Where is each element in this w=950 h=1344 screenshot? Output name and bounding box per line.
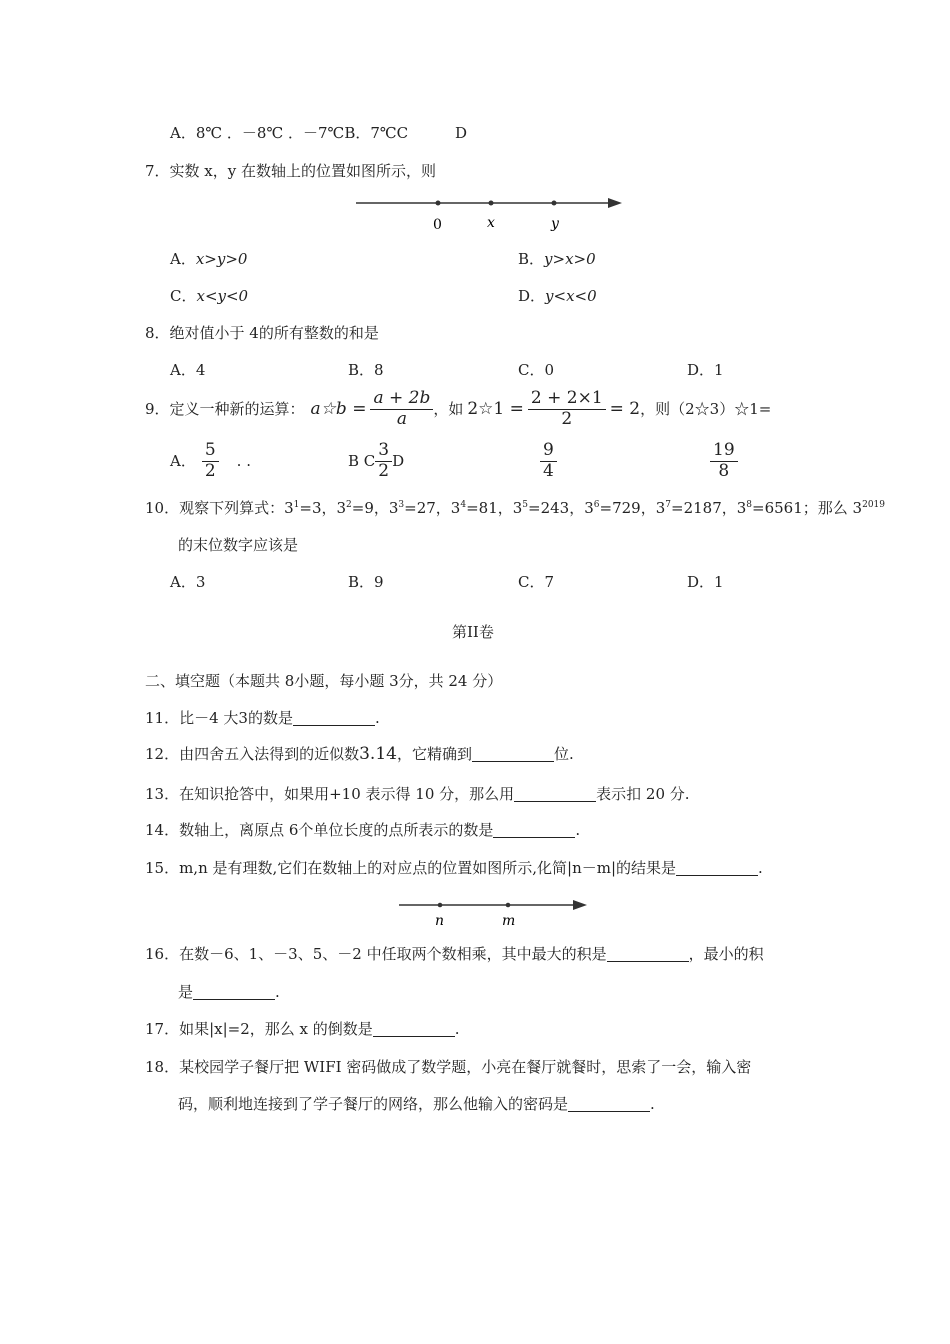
q9-example-lhs: 2☆1 = — [467, 398, 524, 419]
q8-option-c: C．0 — [518, 361, 555, 379]
q16-line2: 是 . — [178, 983, 280, 1001]
q8-stem: 8．绝对值小于 4的所有整数的和是 — [145, 324, 379, 342]
q7-stem: 7．实数 x，y 在数轴上的位置如图所示，则 — [145, 162, 437, 180]
q17-blank[interactable] — [373, 1022, 455, 1037]
q7-label-x: x — [487, 215, 495, 231]
q15-number-line — [395, 895, 595, 930]
q9-stem — [145, 390, 771, 429]
q9-mid: ，如 — [433, 399, 464, 418]
q13-blank[interactable] — [514, 787, 596, 802]
q10-option-c: C．7 — [518, 573, 555, 591]
q7-point-0 — [436, 201, 441, 206]
q15-blank[interactable] — [676, 861, 758, 876]
q16-blank-max[interactable] — [607, 947, 689, 962]
q7-option-d: D．y<x<0 — [518, 287, 597, 305]
q9-def-lhs: a☆b = — [310, 398, 367, 419]
q10-line2: 的末位数字应该是 — [178, 536, 299, 554]
q9-option-d-fraction: $\frac{19}{8}$ — [710, 442, 738, 481]
q12-blank[interactable] — [472, 747, 554, 762]
q9-example-fraction: $\frac{2 + 2\times 1}{2}$ — [528, 390, 606, 429]
q15-label-m: m — [502, 913, 516, 929]
q7-label-0: 0 — [433, 217, 442, 233]
q7-label-y: y — [551, 216, 559, 232]
q15-label-n: n — [435, 913, 445, 929]
q9-option-bc: B C $\frac{3}{2}$ D — [348, 440, 405, 481]
q10-option-b: B．9 — [348, 573, 384, 591]
q15: 15．m,n 是有理数,它们在数轴上的对应点的位置如图所示,化简|n－m|的结果是 . — [145, 859, 763, 877]
q7-point-y — [552, 201, 557, 206]
q15-point-n — [438, 903, 443, 908]
q9-option-a: A． $\frac{5}{2}$ . . — [170, 440, 251, 481]
q6-option-d: D — [455, 124, 468, 142]
q18-blank[interactable] — [568, 1097, 650, 1112]
q18-line2: 码，顺利地连接到了学子餐厅的网络，那么他输入的密码是 . — [178, 1095, 655, 1113]
q7-number-line — [350, 190, 630, 235]
q11-blank[interactable] — [293, 711, 375, 726]
q7-option-b: B．y>x>0 — [518, 250, 596, 268]
q11: 11．比－4 大3的数是 . — [145, 709, 380, 727]
q16-blank-min[interactable] — [193, 985, 275, 1000]
q9-def-fraction: $\frac{a + 2b}{a}$ — [370, 390, 433, 429]
q6-options: A．8℃ ．－8℃ ．－7℃B．7℃C — [170, 124, 409, 142]
q10-stem: 10．观察下列算式：$3^1=3$，$3^2=9$，$3^3=27$，$3^4=81$，$3^5=243$，$3^6=729$，$3^7=2187$，$3^8=6561$；那么 $3^{2019}$ — [145, 499, 885, 517]
q9-prefix: 9．定义一种新的运算： — [145, 399, 305, 418]
q7-option-a: A．x>y>0 — [170, 250, 248, 268]
q8-option-d: D．1 — [687, 361, 724, 379]
q7-option-c: C．x<y<0 — [170, 287, 249, 305]
q8-option-b: B．8 — [348, 361, 384, 379]
section-title: 第II卷 — [452, 623, 494, 641]
q10-option-d: D．1 — [687, 573, 724, 591]
q18-line1: 18．某校园学子餐厅把 WIFI 密码做成了数学题，小亮在餐厅就餐时，思索了一会，输入密 — [145, 1058, 752, 1076]
q13: 13．在知识抢答中，如果用+10 表示得 10 分，那么用 表示扣 20 分. — [145, 785, 690, 803]
q9-option-c-fraction: $\frac{9}{4}$ — [540, 442, 557, 481]
q9-suffix: ，则（2☆3）☆1= — [640, 399, 772, 418]
q8-option-a: A．4 — [170, 361, 206, 379]
part2-title: 二、填空题（本题共 8小题，每小题 3分，共 24 分） — [145, 672, 503, 690]
q14: 14．数轴上，离原点 6个单位长度的点所表示的数是 . — [145, 821, 581, 839]
q7-point-x — [489, 201, 494, 206]
q12: 12．由四舍五入法得到的近似数3.14，它精确到 位. — [145, 744, 574, 764]
q14-blank[interactable] — [493, 823, 575, 838]
q9-example-rhs: = 2 — [609, 398, 641, 419]
q15-point-m — [506, 903, 511, 908]
q17: 17．如果|x|=2，那么 x 的倒数是 . — [145, 1020, 460, 1038]
q10-option-a: A．3 — [170, 573, 206, 591]
q16: 16．在数－6、1、－3、5、－2 中任取两个数相乘，其中最大的积是 ，最小的积 — [145, 945, 764, 963]
